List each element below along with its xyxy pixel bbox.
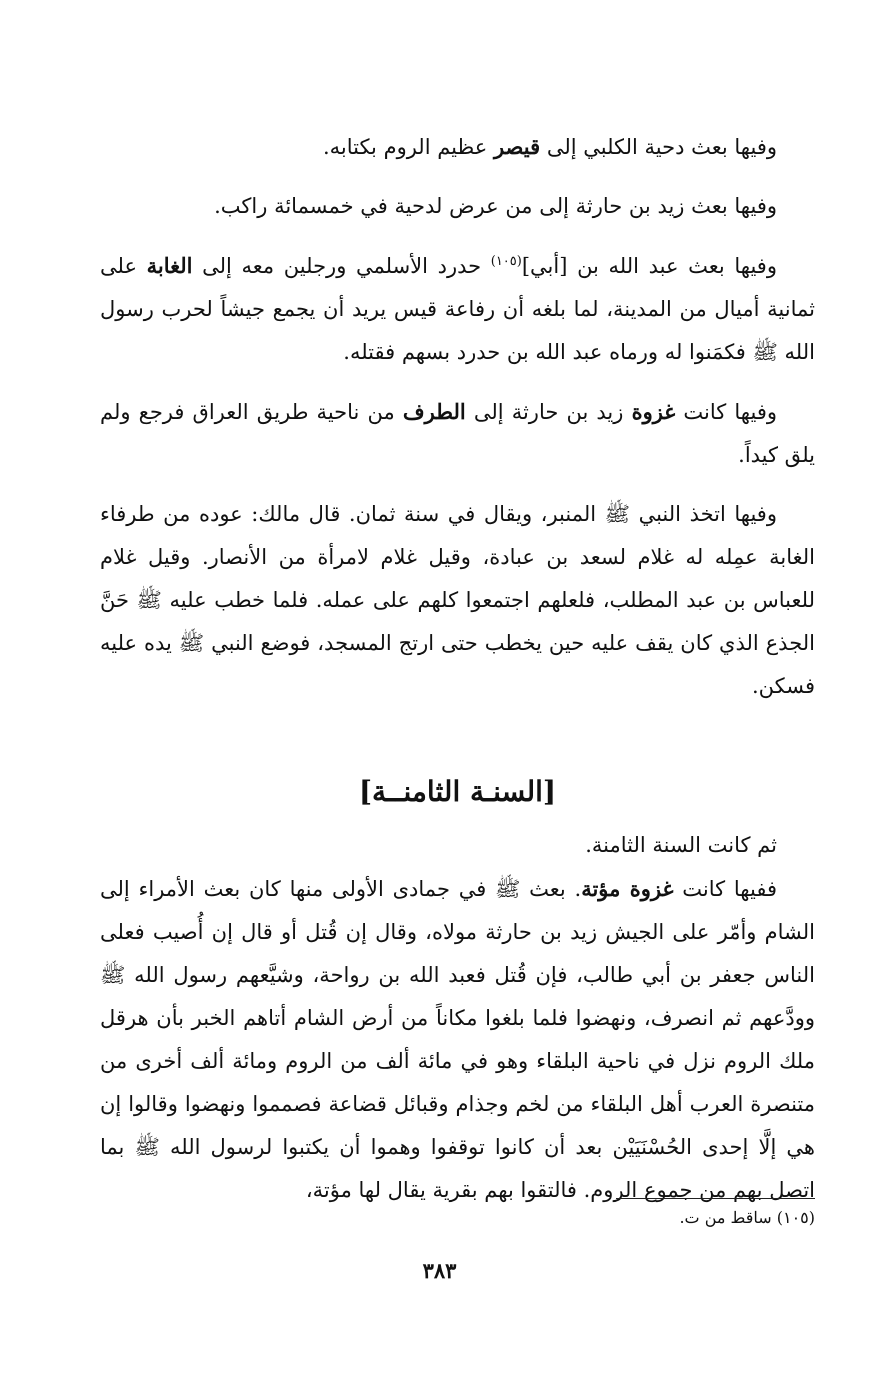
paragraph-mutah (100, 867, 815, 1212)
footnote-divider (616, 1198, 815, 1199)
section-heading: [السنـة الثامنــة] (358, 775, 557, 808)
paragraph-minbar: وفيها اتخذ النبي ﷺ المنبر، ويقال في سنة ثمان. قال مالك: عوده من طرفاء الغابة عمِله له غلام لسعد بن عبادة، وقيل غلام لامرأة من الأنصار. وقيل غلام للعباس بن عبد المطلب، فلعلهم اجتمعوا كلهم على عمله. فلما خطب عليه ﷺ حَنَّ الجذع الذي كان يقف عليه حين يخطب حتى ارتج المسجد، فوضع النبي ﷺ يده عليه فسكن. (100, 502, 815, 698)
text-run: عظيم الروم بكتابه. (322, 135, 494, 159)
text-run: . بعث ﷺ في جمادى الأولى منها كان بعث الأمراء إلى الشام وأمّر على الجيش زيد بن حارثة مولاه، وقال إن قُتل أو قال إن أُصيب فعلى الناس جعفر بن أبي طالب، فإن قُتل فعبد الله بن رواحة، وشيَّعهم رسول الله ﷺ وودَّعهم ثم انصرف، ونهضوا فلما بلغوا مكاناً من أرض الشام أتاهم الخبر بأن هرقل ملك الروم نزل في ناحية البلقاء وهو في مائة ألف من الروم ومائة ألف أخرى من متنصرة العرب أهل البلقاء من لخم وجذام وقبائل قضاعة فصمموا ونهضوا وقالوا إن هي إلَّا إحدى الحُسْنَيَيْن بعد أن كانوا توقفوا وهموا أن يكتبوا لرسول الله ﷺ بما اتصل بهم من جموع الروم. فالتقوا بهم بقرية يقال لها مؤتة، (100, 877, 815, 1202)
page-body (100, 125, 815, 1212)
paragraph-ghaba (100, 244, 815, 374)
footnote-marker[interactable]: (١٠٥) (490, 254, 522, 269)
text-run: وفيها بعث عبد الله بن [أبي] (521, 254, 777, 278)
paragraph-intro: ثم كانت السنة الثامنة. (585, 833, 777, 857)
text-run: وفيها كانت (675, 400, 777, 424)
bold-term: غزوة مؤتة (581, 876, 674, 901)
page-number: ٣٨٣ (422, 1258, 457, 1283)
text-run: ففيها كانت (673, 877, 777, 901)
text-run: على ثمانية أميال من المدينة، لما بلغه أن رفاعة قيس يريد أن يجمع جيشاً لحرب رسول الله ﷺ فكمَنوا له ورماه عبد الله بن حدرد بسهم فقتله. (100, 254, 815, 364)
bold-term: الطرف (402, 399, 466, 424)
text-run: من ناحية طريق العراق فرجع ولم يلق كيداً. (100, 400, 815, 467)
text-run: حدرد الأسلمي ورجلين معه إلى (192, 254, 491, 278)
bold-term: قيصر (493, 134, 541, 159)
footnote: (١٠٥) ساقط من ت. (679, 1208, 815, 1227)
text-run: وفيها بعث دحية الكلبي إلى (540, 135, 777, 159)
text-run: زيد بن حارثة إلى (465, 400, 632, 424)
paragraph-zayd: وفيها بعث زيد بن حارثة إلى من عرض لدحية في خمسمائة راكب. (214, 194, 777, 218)
bold-term: الغابة (146, 253, 193, 278)
paragraph-taraf (100, 390, 815, 477)
bold-term: غزوة (631, 399, 676, 424)
paragraph-dihya (100, 125, 815, 169)
